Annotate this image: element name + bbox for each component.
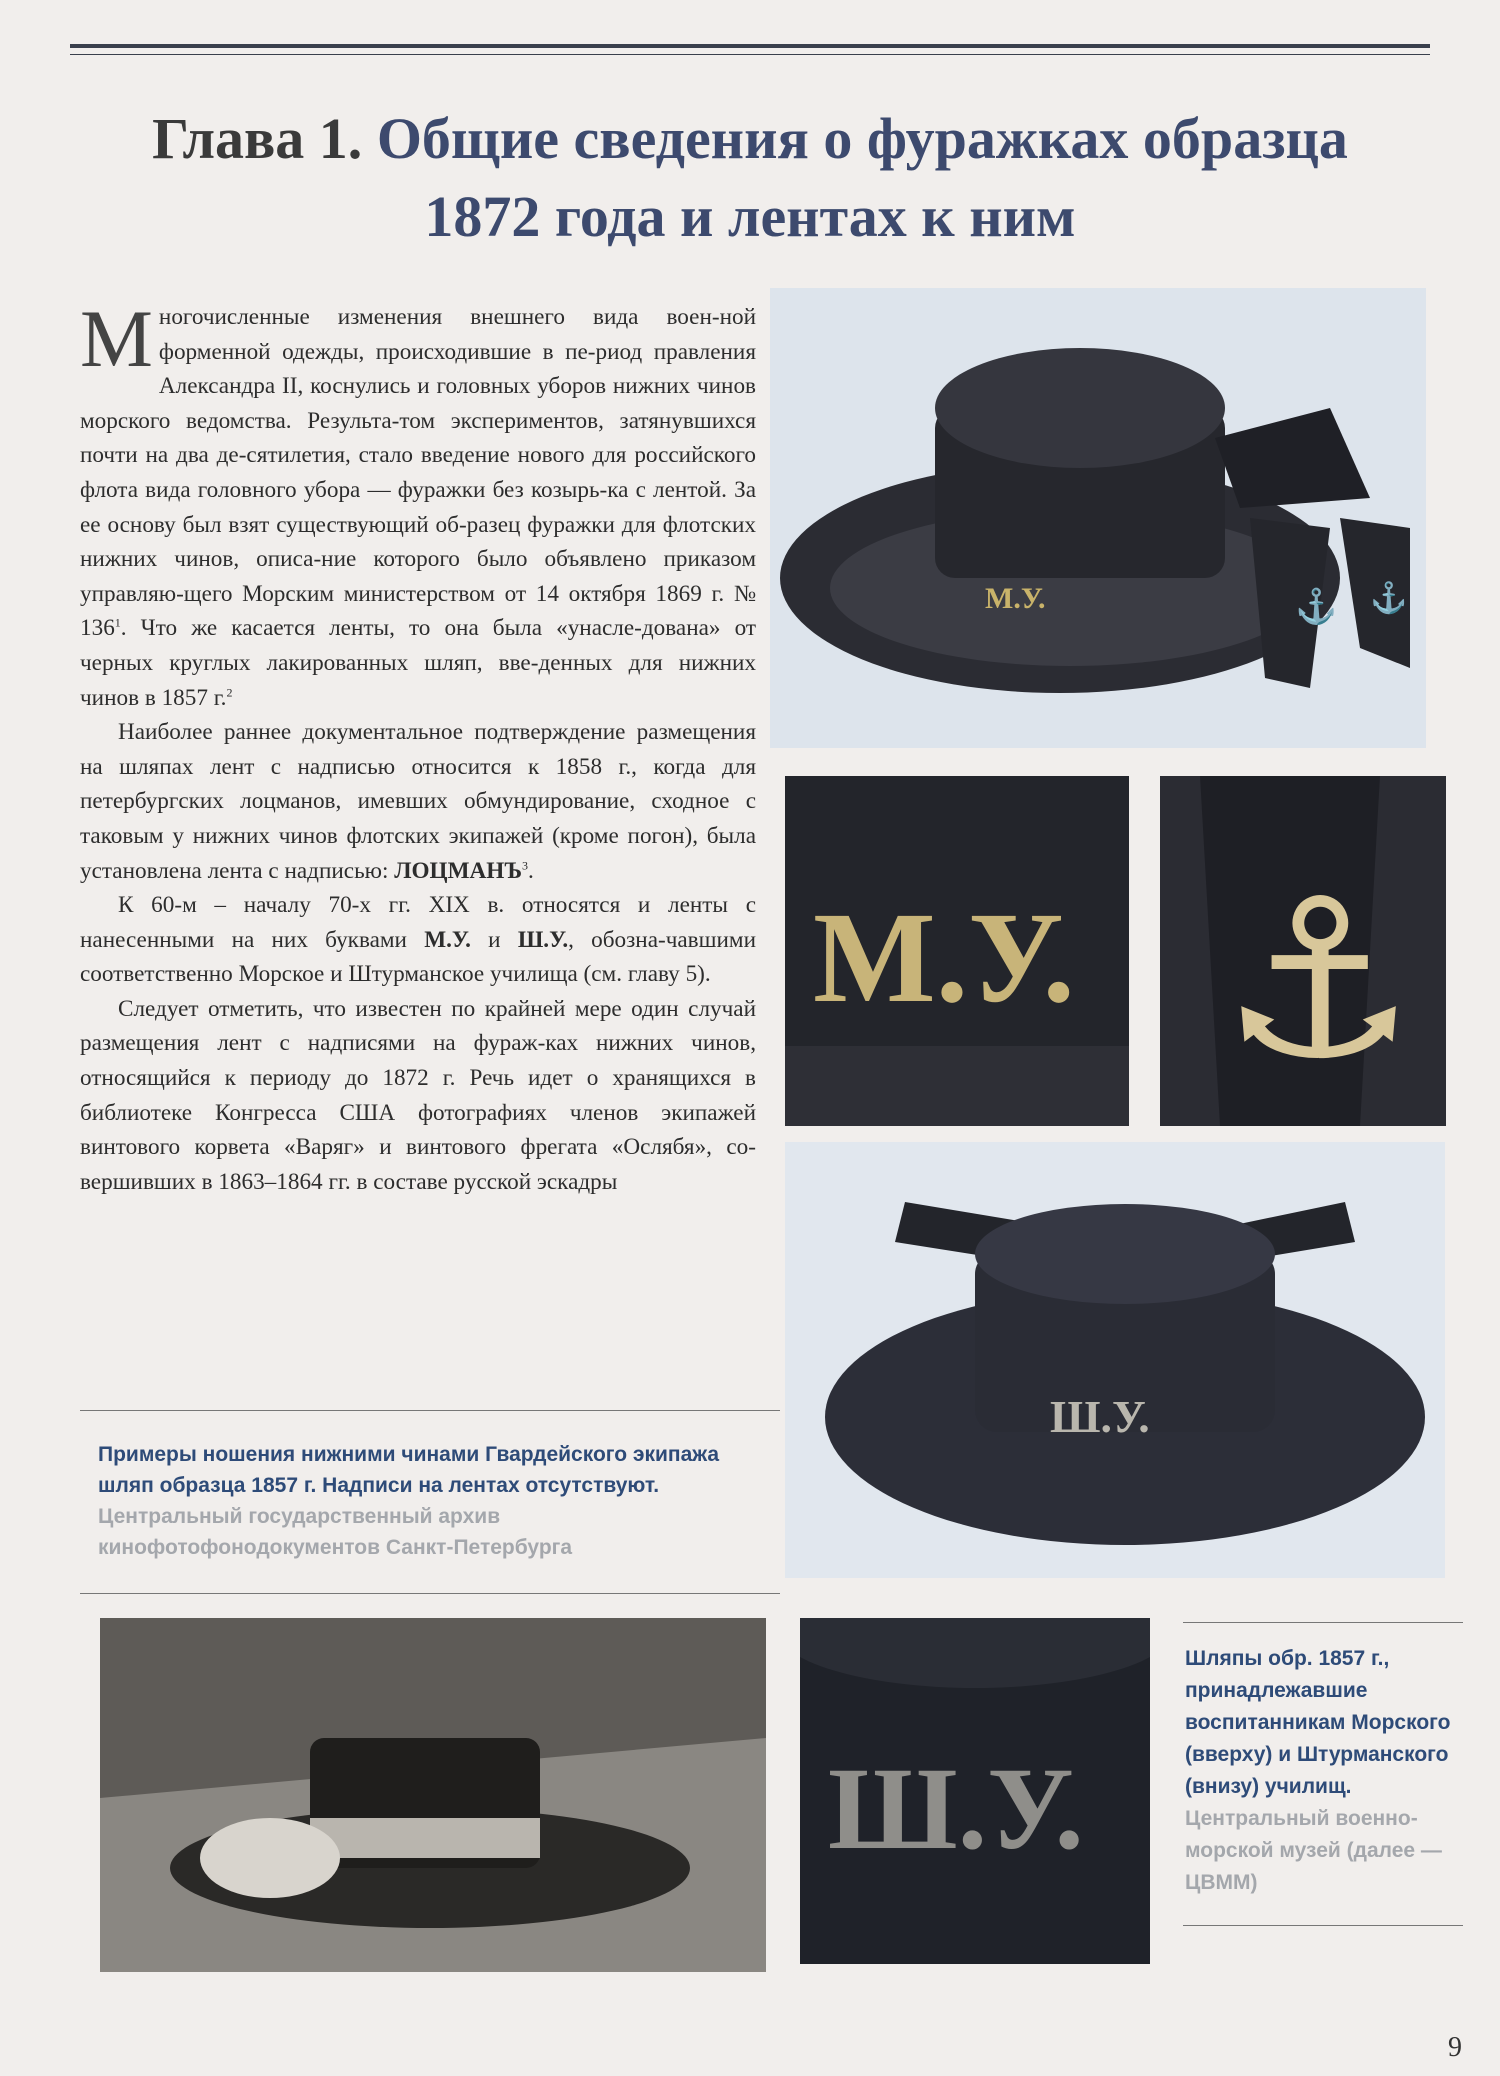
paragraph-2 <box>80 715 756 888</box>
caption-hats <box>1183 1622 1463 1926</box>
mu-label: М.У. <box>985 582 1046 615</box>
paragraph-3-bold-2: Ш.У. <box>517 926 569 953</box>
chapter-number: Глава 1. <box>152 106 363 171</box>
caption-left-main: Примеры ношения нижними чинами Гвардейского экипажа шляп образца 1857 г. Надписи на лентах отсутствуют. <box>98 1443 720 1497</box>
paragraph-3-mid: и <box>470 926 518 953</box>
footnote-ref-3[interactable]: 3 <box>521 857 528 872</box>
paragraph-4 <box>80 992 756 1200</box>
caption-right-main: Шляпы обр. 1857 г., принадлежавшие воспитанникам Морского (вверху) и Штурманского (внизу) училищ. <box>1185 1647 1451 1798</box>
chapter-title <box>100 100 1400 256</box>
shu-closeup-label: Ш.У. <box>828 1743 1084 1874</box>
paragraph-3-text: К 60-м – началу 70-х гг. XIX в. относятся и ленты с нанесенными на них буквами <box>80 892 756 953</box>
photo-hat-shu <box>785 1142 1445 1578</box>
drop-cap: М <box>80 293 153 384</box>
chapter-heading: Общие сведения о фуражках образца 1872 года и лентах к ним <box>362 106 1348 249</box>
paragraph-1-tail: . Что же касается ленты, то она была «унасле-дована» от черных круглых лакированных шляп, вве-денных для нижних чинов в 1857 г. <box>80 615 756 711</box>
paragraph-4-text: Следует отметить, что известен по крайней мере один случай размещения лент с надписями на фураж-ках нижних чинов, относящийся к периоду до 1872 г. Речь идет о хранящихся в библиотеке Конгресса США фотографиях членов экипажей винтового корвета «Варяг» и винтового фрегата «Ослябя», со-вершивших в 1863–1864 гг. в составе русской эскадры <box>80 995 756 1195</box>
svg-text:⚓: ⚓ <box>1370 582 1408 615</box>
anchor-icon: ⚓ <box>1220 852 1418 1108</box>
footnote-ref-2[interactable]: 2 <box>226 684 233 699</box>
photo-hat-mu <box>770 288 1426 748</box>
paragraph-1 <box>80 293 756 715</box>
photo-archive-hat <box>100 1618 766 1972</box>
shu-label: Ш.У. <box>1050 1391 1150 1442</box>
article-body <box>80 293 756 1199</box>
paragraph-1-text: ногочисленные изменения внешнего вида воен-ной форменной одежды, происходившие в пе-риод правления Александра II, коснулись и головных уборов нижних чинов морского ведомства. Результа-том экспериментов, затянувшихся почти на два де-сятилетия, стало введение нового для российского флота вида головного убора — фуражки без козырь-ка с лентой. За ее основу был взят существующий об-разец фуражки для флотских нижних чинов, описа-ние которого было объявлено приказом управляю-щего Морским министерством от 14 октября 1869 г. № 136 <box>80 304 756 642</box>
paragraph-2-end: . <box>527 857 534 884</box>
paragraph-2-text: Наиболее раннее документальное подтверждение размещения на шляпах лент с надписью относится к 1858 г., когда для петербургских лоцманов, имевших обмундирование, сходное с таковым у нижних чинов флотских экипажей (кроме погон), была установлена лента с надписью: <box>80 719 756 884</box>
paragraph-3-bold-1: М.У. <box>424 926 471 953</box>
paragraph-3-tail: , обозна-чавшими соответственно Морское и Штурманское училища (см. главу 5). <box>80 926 756 988</box>
top-rule <box>70 44 1430 55</box>
paragraph-3 <box>80 888 756 992</box>
photo-shu-closeup <box>800 1618 1150 1964</box>
caption-archive-photo <box>80 1410 780 1594</box>
caption-right-source: Центральный военно-морской музей (далее — ЦВММ) <box>1185 1807 1442 1894</box>
photo-mu-closeup <box>785 776 1129 1126</box>
caption-left-source: Центральный государственный архив кинофотофонодокументов Санкт-Петербурга <box>98 1505 573 1559</box>
page-number: 9 <box>1448 2032 1462 2063</box>
svg-text:⚓: ⚓ <box>1295 589 1338 626</box>
mu-closeup-label: М.У. <box>813 886 1075 1030</box>
paragraph-2-bold: ЛОЦМАНЪ <box>394 857 522 884</box>
footnote-ref-1[interactable]: 1 <box>114 615 121 630</box>
photo-anchor-closeup <box>1160 776 1446 1126</box>
